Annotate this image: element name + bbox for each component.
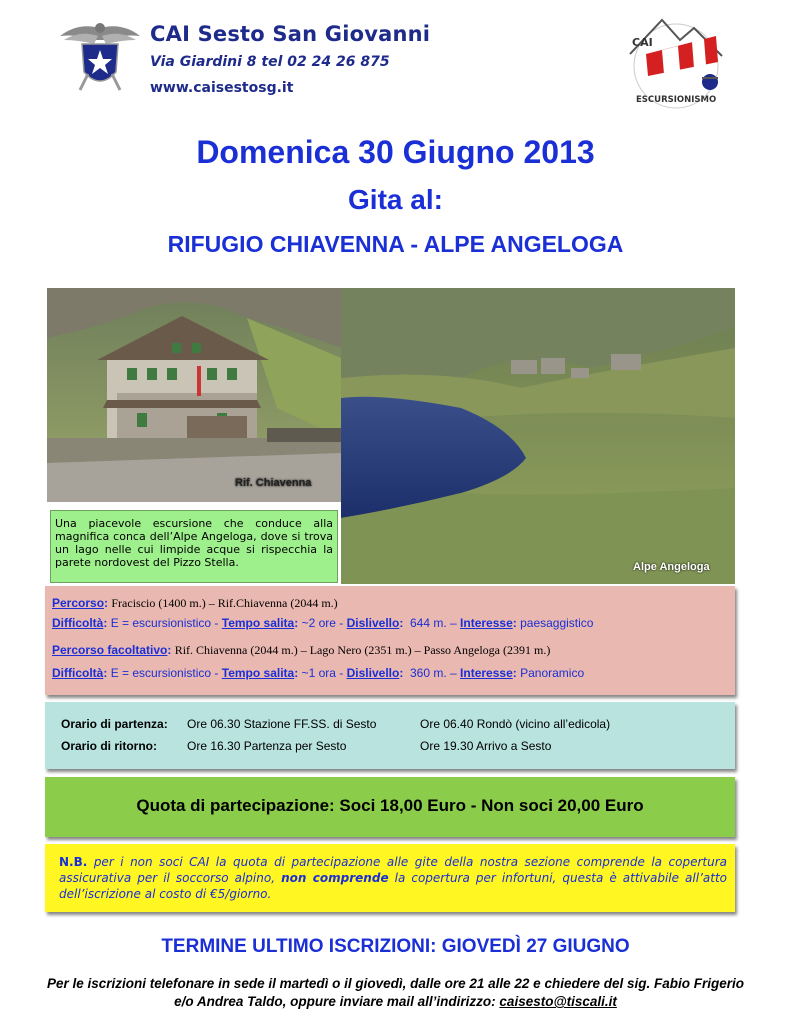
route-line-difficolta-2: Difficoltà: E = escursionistico - Tempo salita: ~1 ora - Dislivello: 360 m. – Interesse: Panoramico	[52, 666, 585, 680]
difficolta-value: E = escursionistico	[110, 616, 212, 630]
tempo-value-2: ~1 ora	[301, 666, 336, 680]
route-line-facoltativo: Percorso facoltativo: Rif. Chiavenna (2044 m.) – Lago Nero (2351 m.) – Passo Angeloga (2391 m.)	[52, 643, 551, 657]
note-emphasis: non comprende	[281, 871, 389, 885]
return-time-1: Ore 16.30 Partenza per Sesto	[187, 739, 347, 753]
gita-subtitle: Gita al:	[348, 184, 443, 215]
facoltativo-value: Rif. Chiavenna (2044 m.) – Lago Nero (2351 m.) – Passo Angeloga (2391 m.)	[174, 643, 551, 657]
note-part-1: per i non soci CAI la quota di partecipazione alle gite della nostra sezione comprende la copertura assicurativa per il soccorso alpino,	[59, 855, 727, 885]
tempo-label: Tempo salita	[221, 616, 295, 630]
route-info-box	[45, 586, 735, 695]
organization-website[interactable]: www.caisestosg.it	[150, 80, 294, 96]
tempo-value: ~2 ore	[301, 616, 336, 630]
facoltativo-label: Percorso facoltativo	[52, 643, 168, 657]
tempo-label-2: Tempo salita	[221, 666, 295, 680]
alpe-angeloga-photo	[341, 288, 735, 584]
right-logo-cai-text: CAI	[632, 36, 653, 49]
nb-label: N.B.	[59, 855, 88, 869]
route-line-difficolta: Difficoltà: E = escursionistico - Tempo salita: ~2 ore - Dislivello: 644 m. – Interesse: paesaggistico	[52, 616, 594, 630]
route-line-percorso: Percorso: Fraciscio (1400 m.) – Rif.Chiavenna (2044 m.)	[52, 596, 338, 610]
participation-fee: Quota di partecipazione: Soci 18,00 Euro - Non soci 20,00 Euro	[136, 796, 644, 815]
contact-email-link[interactable]: caisesto@tiscali.it	[499, 994, 617, 1009]
organization-name: CAI Sesto San Giovanni	[150, 22, 431, 46]
cai-escursionismo-logo	[622, 12, 730, 110]
intro-description: Una piacevole escursione che conduce alla magnifica conca dell’Alpe Angeloga, dove si trova un lago nelle cui limpide acque si rispecchia la parete nordovest del Pizzo Stella.	[50, 510, 338, 583]
rifugio-chiavenna-photo	[47, 288, 341, 502]
dislivello-value-2: 360 m.	[410, 666, 447, 680]
departure-time-1: Ore 06.30 Stazione FF.SS. di Sesto	[187, 717, 377, 731]
footer-text: Per le iscrizioni telefonare in sede il martedì o il giovedì, dalle ore 21 alle 22 e chiedere del sig. Fabio Frigerio e/o Andrea Taldo, oppure inviare mail all’indirizzo:	[47, 976, 744, 1009]
dislivello-value: 644 m.	[410, 616, 447, 630]
note-part-2: la copertura per infortuni, questa è attivabile all’atto dell’iscrizione al costo di €5/giorno.	[59, 871, 727, 901]
interesse-label-2: Interesse	[460, 666, 513, 680]
difficolta-value-2: E = escursionistico	[110, 666, 212, 680]
cai-eagle-logo	[58, 14, 142, 94]
interesse-value-2: Panoramico	[520, 666, 585, 680]
price-box	[45, 777, 735, 837]
percorso-value: Fraciscio (1400 m.) – Rif.Chiavenna (2044 m.)	[111, 596, 338, 610]
right-photo-caption: Alpe Angeloga	[633, 561, 710, 573]
left-photo-caption: Rif. Chiavenna	[235, 477, 312, 489]
difficolta-label-2: Difficoltà	[52, 666, 104, 680]
registration-instructions	[40, 975, 751, 1011]
departure-time-2: Ore 06.40 Rondò (vicino all’edicola)	[420, 717, 611, 731]
destination-title: RIFUGIO CHIAVENNA - ALPE ANGELOGA	[167, 231, 624, 257]
organization-address: Via Giardini 8 tel 02 24 26 875	[150, 54, 390, 70]
dislivello-label-2: Dislivello	[346, 666, 400, 680]
interesse-value: paesaggistico	[520, 616, 594, 630]
registration-deadline: TERMINE ULTIMO ISCRIZIONI: GIOVEDÌ 27 GIUGNO	[161, 936, 630, 957]
difficolta-label: Difficoltà	[52, 616, 104, 630]
schedule-box	[45, 702, 735, 769]
percorso-label: Percorso	[52, 596, 105, 610]
departure-label: Orario di partenza:	[61, 717, 168, 731]
insurance-note-box	[45, 844, 735, 912]
right-logo-escursionismo-text: ESCURSIONISMO	[636, 95, 717, 105]
event-date-title: Domenica 30 Giugno 2013	[196, 134, 595, 170]
return-label: Orario di ritorno:	[61, 739, 157, 753]
dislivello-label: Dislivello	[346, 616, 400, 630]
return-time-2: Ore 19.30 Arrivo a Sesto	[420, 739, 552, 753]
insurance-note	[59, 854, 727, 902]
interesse-label: Interesse	[460, 616, 513, 630]
